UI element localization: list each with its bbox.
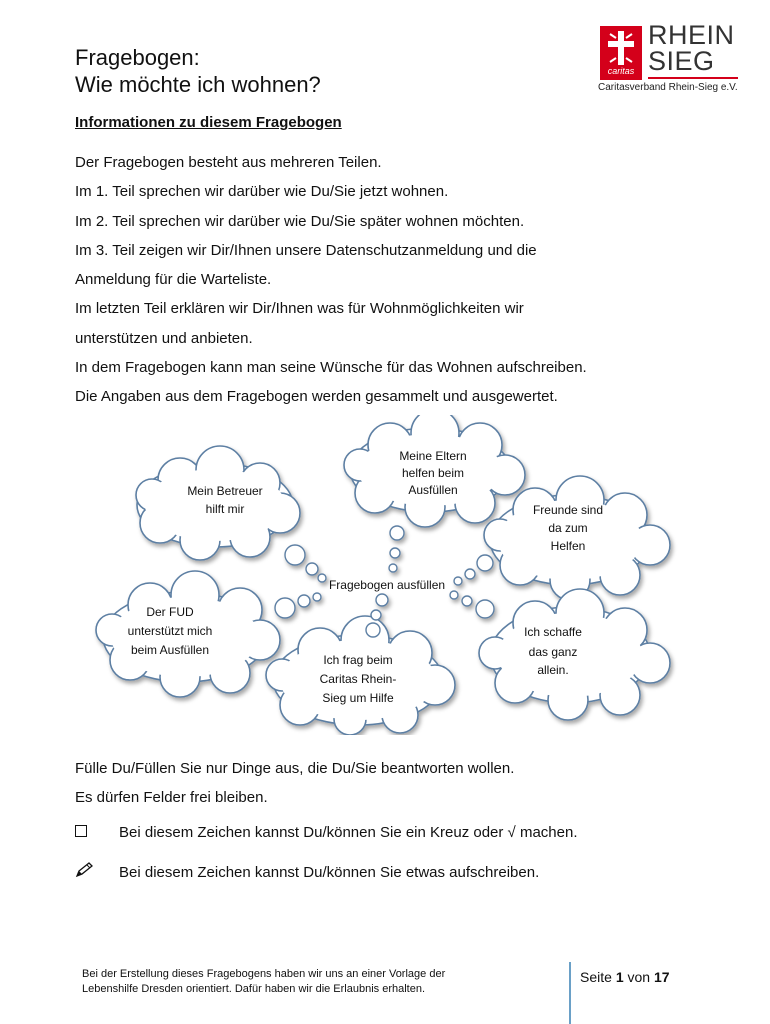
legend-checkbox-text: Bei diesem Zeichen kannst Du/können Sie ein Kreuz oder √ machen. (119, 824, 578, 841)
legend-pencil-row (75, 862, 539, 882)
cloud-caritas-line: Sieg um Hilfe (322, 691, 394, 705)
intro-line: Im letzten Teil erklären wir Dir/Ihnen was für Wohnmöglichkeiten wir (75, 300, 524, 318)
caritas-logo (596, 22, 746, 100)
pencil-icon (75, 862, 95, 878)
footer-note-line-1: Bei der Erstellung dieses Fragebogens haben wir uns an einer Vorlage der (82, 968, 446, 980)
logo-sieg-text: SIEG (648, 46, 715, 76)
logo-rhein-text: RHEIN (648, 20, 735, 50)
intro-line: unterstützen und anbieten. (75, 329, 253, 347)
empty-checkbox-icon (75, 825, 87, 837)
cloud-allein-line: das ganz (528, 645, 578, 659)
cloud-eltern-line: Ausfüllen (408, 483, 458, 497)
cloud-freunde-line: Helfen (550, 539, 586, 553)
cloud-betreuer-line: hilft mir (205, 502, 245, 516)
footer-note-line-2: Lebenshilfe Dresden orientiert. Dafür haben wir die Erlaubnis erhalten. (82, 983, 426, 995)
cloud-allein-line: allein. (537, 663, 569, 677)
intro-line: In dem Fragebogen kann man seine Wünsche für das Wohnen aufschreiben. (75, 359, 587, 377)
page-prefix: Seite (580, 969, 612, 985)
logo-subtitle: Caritasverband Rhein-Sieg e.V. (598, 82, 738, 93)
page-title (75, 44, 321, 98)
title-line-1: Fragebogen: (75, 45, 200, 70)
section-heading: Informationen zu diesem Fragebogen (75, 114, 342, 131)
title-line-2: Wie möchte ich wohnen? (75, 72, 321, 97)
intro-line: Im 2. Teil sprechen wir darüber wie Du/Sie später wohnen möchten. (75, 212, 525, 230)
page-total: 17 (653, 969, 670, 985)
cloud-fud-line: beim Ausfüllen (130, 643, 210, 657)
cloud-freunde-line: Freunde sind (532, 503, 604, 517)
intro-line: Die Angaben aus dem Fragebogen werden gesammelt und ausgewertet. (75, 388, 558, 406)
intro-line: Der Fragebogen besteht aus mehreren Teilen. (75, 154, 382, 171)
page-mid: von (627, 969, 651, 985)
page-current: 1 (615, 969, 624, 985)
cloud-fud-line: unterstützt mich (127, 624, 213, 638)
clouds-svg (90, 415, 680, 735)
intro-line: Im 1. Teil sprechen wir darüber wie Du/Sie jetzt wohnen. (75, 183, 449, 201)
cloud-caritas-line: Ich frag beim (323, 653, 393, 667)
cloud-betreuer-line: Mein Betreuer (187, 484, 263, 498)
footer-divider (569, 962, 571, 1024)
page-number (580, 969, 670, 985)
intro-paragraph (75, 148, 715, 412)
legend-checkbox-row (75, 824, 578, 841)
cloud-fud-line: Der FUD (146, 605, 194, 619)
intro-line: Im 3. Teil zeigen wir Dir/Ihnen unsere Datenschutzanmeldung und die (75, 241, 537, 259)
logo-underline (648, 77, 738, 79)
cloud-caritas-line: Caritas Rhein- (319, 672, 397, 686)
intro-line: Anmeldung für die Warteliste. (75, 271, 272, 289)
footer-note (82, 967, 552, 997)
legend-pencil-text: Bei diesem Zeichen kannst Du/können Sie etwas aufschreiben. (119, 863, 540, 881)
cloud-eltern-line: Meine Eltern (399, 449, 467, 463)
logo-caritas-text: caritas (607, 66, 635, 76)
thought-cloud-illustration (90, 415, 680, 735)
fill-hint (75, 754, 514, 812)
hint-line-1: Fülle Du/Füllen Sie nur Dinge aus, die Du/Sie beantworten wollen. (75, 760, 515, 777)
cloud-freunde-line: da zum (548, 521, 588, 535)
cloud-allein-line: Ich schaffe (524, 625, 582, 639)
cloud-eltern-line: helfen beim (401, 466, 465, 480)
hint-line-2: Es dürfen Felder frei bleiben. (75, 789, 268, 806)
center-label: Fragebogen ausfüllen (328, 578, 446, 592)
